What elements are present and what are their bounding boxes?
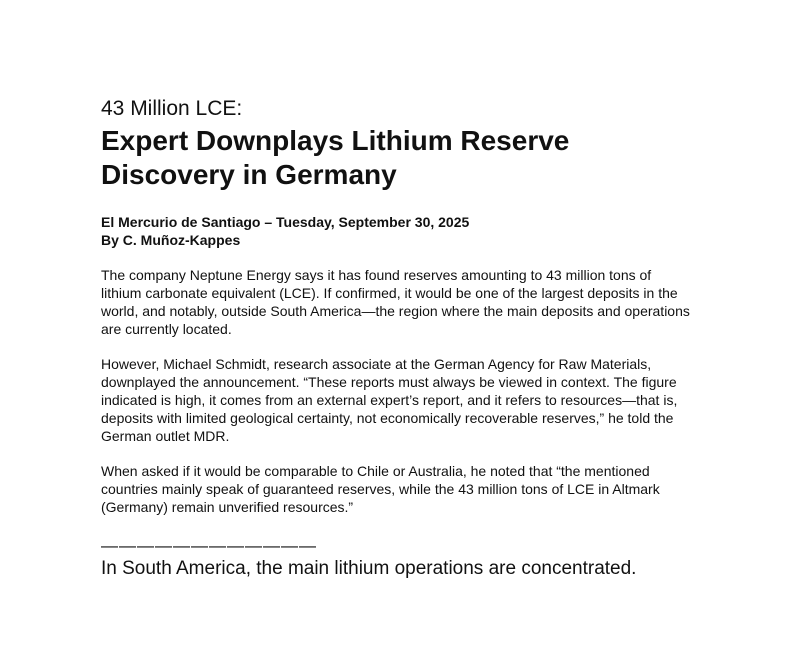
separator-line: ———————————— xyxy=(101,536,317,555)
body-paragraph-3: When asked if it would be comparable to Chile or Australia, he noted that “the mentioned countries mainly speak of guaranteed reserves, while the 43 million tons of LCE in Altmark (Germany) remain unverified resources.” xyxy=(101,463,660,515)
article xyxy=(101,96,741,581)
body-paragraph-2: However, Michael Schmidt, research associate at the German Agency for Raw Materials, downplayed the announcement. “These reports must always be viewed in context. The figure indicated is high, it comes from an external expert’s report, and it refers to resources—that is, deposits with limited geological certainty, not economically recoverable reserves,” he told the German outlet MDR. xyxy=(101,356,678,444)
article-headline: Expert Downplays Lithium Reserve Discovery in Germany xyxy=(101,125,570,190)
footnote: In South America, the main lithium operations are concentrated. xyxy=(101,558,637,579)
body-paragraph-1: The company Neptune Energy says it has found reserves amounting to 43 million tons of lithium carbonate equivalent (LCE). If confirmed, it would be one of the largest deposits in the world, and notably, outside South America—the region where the main deposits and operations are currently located. xyxy=(101,267,690,337)
source-line: El Mercurio de Santiago – Tuesday, September 30, 2025 xyxy=(101,214,470,230)
byline xyxy=(101,213,741,249)
author-line: By C. Muñoz-Kappes xyxy=(101,232,241,248)
article-kicker: 43 Million LCE: xyxy=(101,97,243,120)
